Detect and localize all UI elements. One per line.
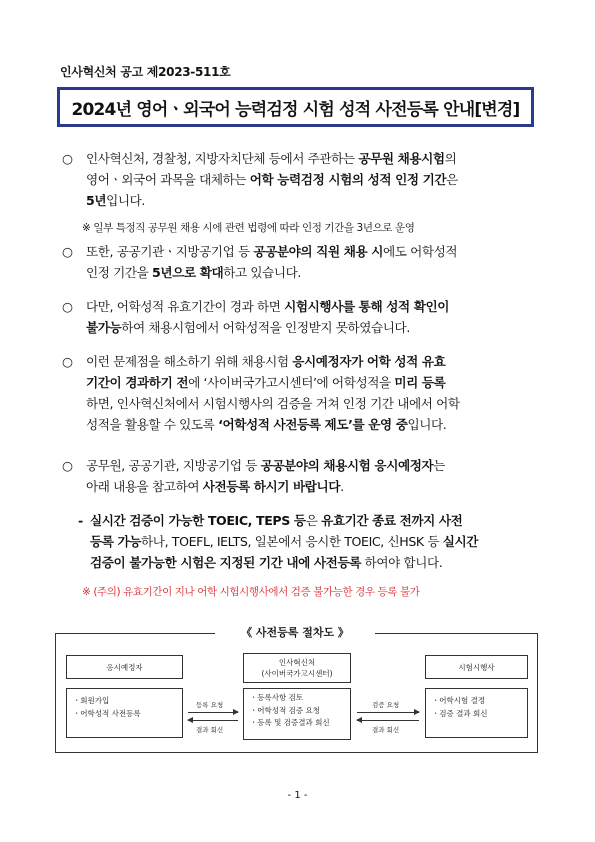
notice-number: 인사혁신처 공고 제2023-511호 — [60, 65, 231, 79]
arrow-label-result-reply-2: 결과 회신 — [372, 726, 400, 734]
bold-text-run: 불가능 — [86, 320, 122, 335]
bold-text-run: 5년으로 확대 — [152, 265, 224, 280]
paragraph-line — [62, 372, 542, 393]
paragraph-line — [62, 296, 542, 317]
applicant-task: ㆍ회원가입 — [73, 696, 110, 705]
paragraph-1 — [62, 148, 542, 211]
bold-text-run: 등록 가능 — [90, 534, 142, 549]
page-number: - 1 - — [287, 790, 308, 801]
text-run: 다만, 어학성적 유효기간이 경과 하면 — [86, 299, 285, 314]
sub-item-line — [78, 552, 548, 573]
applicant-tasks-box — [66, 688, 183, 738]
test-provider-task: ㆍ검증 결과 회신 — [432, 709, 488, 718]
test-provider-task: ㆍ어학시험 결정 — [432, 696, 486, 705]
text-run: 하나, TOEFL, IELTS, 일본에서 응시한 TOEIC, 신HSK 등 — [141, 534, 443, 549]
text-run: 인정 기간을 — [86, 265, 153, 280]
text-run: 는 — [433, 458, 446, 473]
arrow-label-verify-request: 검증 요청 — [372, 701, 400, 709]
sub-item-line — [78, 510, 548, 531]
arrow-left-icon — [188, 720, 238, 721]
arrow-label-register-request: 등록 요청 — [196, 701, 224, 709]
paragraph-line — [62, 476, 542, 497]
text-run: 에 ‘사이버국가고시센터’에 어학성적을 — [188, 375, 395, 390]
bold-text-run: 기간이 경과하기 전 — [86, 375, 189, 390]
text-run: . — [340, 479, 344, 494]
text-run: 은 — [446, 172, 458, 187]
bold-text-run: 미리 등록 — [394, 375, 446, 390]
text-run: 은 — [305, 513, 322, 528]
paragraph-line — [62, 414, 542, 435]
bullet-icon: ○ — [62, 151, 73, 166]
warning-note: ※ (주의) 유효기간이 지나 어학 시험시행사에서 검증 불가능한 경우 등록 불가 — [82, 586, 420, 598]
bold-text-run: 사전등록 하시기 바랍니다 — [202, 479, 341, 494]
bold-text-run: 검증이 불가능한 시험은 지정된 기간 내에 사전등록 — [90, 555, 361, 570]
bold-text-run: 어학 능력검정 시험의 성적 인정 기간 — [249, 172, 447, 187]
mpm-head-sub: (사이버국가고시센터) — [261, 669, 333, 678]
bold-text-run: 유효기간 종료 전까지 사전 — [321, 513, 463, 528]
text-run: 하면, 인사혁신처에서 시험시행사의 검증을 거쳐 인정 기간 내에서 어학 — [86, 396, 460, 411]
mpm-task: ㆍ등록 및 검증결과 회신 — [250, 718, 330, 727]
paragraph-line — [62, 351, 542, 372]
text-run: 하여 채용시험에서 어학성적을 인정받지 못하였습니다. — [121, 320, 410, 335]
arrow-right-icon — [357, 712, 419, 713]
bold-text-run: 시험시행사를 통해 성적 확인이 — [284, 299, 450, 314]
bold-text-run: 응시예정자가 어학 성적 유효 — [292, 354, 446, 369]
text-run: 인사혁신처, 경찰청, 지방자치단체 등에서 주관하는 — [86, 151, 359, 166]
bold-text-run: ‘어학성적 사전등록 제도’를 운영 중 — [218, 417, 408, 432]
text-run: 아래 내용을 참고하여 — [86, 479, 203, 494]
text-run: 입니다. — [106, 193, 146, 208]
bold-text-run: 공공분야의 채용시험 응시예정자 — [260, 458, 434, 473]
paragraph-line — [62, 190, 542, 211]
text-run: 성적을 활용할 수 있도록 — [86, 417, 219, 432]
text-run: 하여야 합니다. — [360, 555, 443, 570]
paragraph-line — [62, 241, 542, 262]
paragraph-2 — [62, 241, 542, 283]
paragraph-line — [62, 393, 542, 414]
paragraph-line — [62, 317, 542, 338]
test-provider-head-box — [425, 655, 528, 679]
text-run: 입니다. — [407, 417, 447, 432]
applicant-head-box — [66, 655, 183, 679]
bold-text-run: 실시간 — [442, 534, 479, 549]
paragraph-line — [62, 169, 542, 190]
paragraph-3 — [62, 296, 542, 338]
mpm-task: ㆍ어학성적 검증 요청 — [250, 705, 320, 715]
bold-text-run: 공무원 채용시험 — [358, 151, 445, 166]
paragraph-line — [62, 262, 542, 283]
paragraph-5 — [62, 455, 542, 497]
note-special-service: ※ 일부 특정직 공무원 채용 시에 관련 법령에 따라 인정 기간을 3년으로 운영 — [82, 222, 415, 234]
bullet-icon: ○ — [62, 458, 73, 473]
text-run: 영어ㆍ외국어 과목을 대체하는 — [86, 172, 250, 187]
applicant-task: ㆍ어학성적 사전등록 — [73, 709, 141, 718]
text-run: 또한, 공공기관ㆍ지방공기업 등 — [86, 244, 254, 259]
paragraph-line — [62, 455, 542, 476]
title-box — [57, 87, 534, 127]
arrow-right-icon — [188, 712, 238, 713]
applicant-head: 응시예정자 — [106, 662, 143, 672]
sub-item-realtime — [78, 510, 548, 573]
bold-text-run: 실시간 검증이 가능한 TOEIC, TEPS 등 — [90, 513, 306, 528]
sub-item-line — [78, 531, 548, 552]
bold-text-run: 공공분야의 직원 채용 시 — [253, 244, 383, 259]
mpm-task: ㆍ등록사항 검토 — [250, 693, 304, 702]
paragraph-line — [62, 148, 542, 169]
dash-icon: - — [78, 513, 83, 528]
test-provider-tasks-box — [425, 688, 528, 738]
text-run: 에도 어학성적 — [382, 244, 458, 259]
text-run: 의 — [444, 151, 457, 166]
mpm-head-box — [243, 653, 351, 683]
arrow-left-icon — [357, 720, 419, 721]
page-title: 2024년 영어ㆍ외국어 능력검정 시험 성적 사전등록 안내[변경] — [71, 99, 520, 120]
bullet-icon: ○ — [62, 244, 73, 259]
arrow-label-result-reply: 결과 회신 — [196, 726, 224, 734]
paragraph-4 — [62, 351, 542, 435]
mpm-tasks-box — [243, 688, 351, 740]
text-run: 이런 문제점을 해소하기 위해 채용시험 — [86, 354, 293, 369]
mpm-head: 인사혁신처 — [278, 658, 316, 667]
text-run: 공무원, 공공기관, 지방공기업 등 — [86, 458, 261, 473]
text-run: 하고 있습니다. — [223, 265, 302, 280]
test-provider-head: 시험시행사 — [458, 662, 495, 672]
bullet-icon: ○ — [62, 299, 73, 314]
flow-title: 《 사전등록 절차도 》 — [215, 624, 375, 640]
bold-text-run: 5년 — [86, 193, 107, 208]
bullet-icon: ○ — [62, 354, 73, 369]
